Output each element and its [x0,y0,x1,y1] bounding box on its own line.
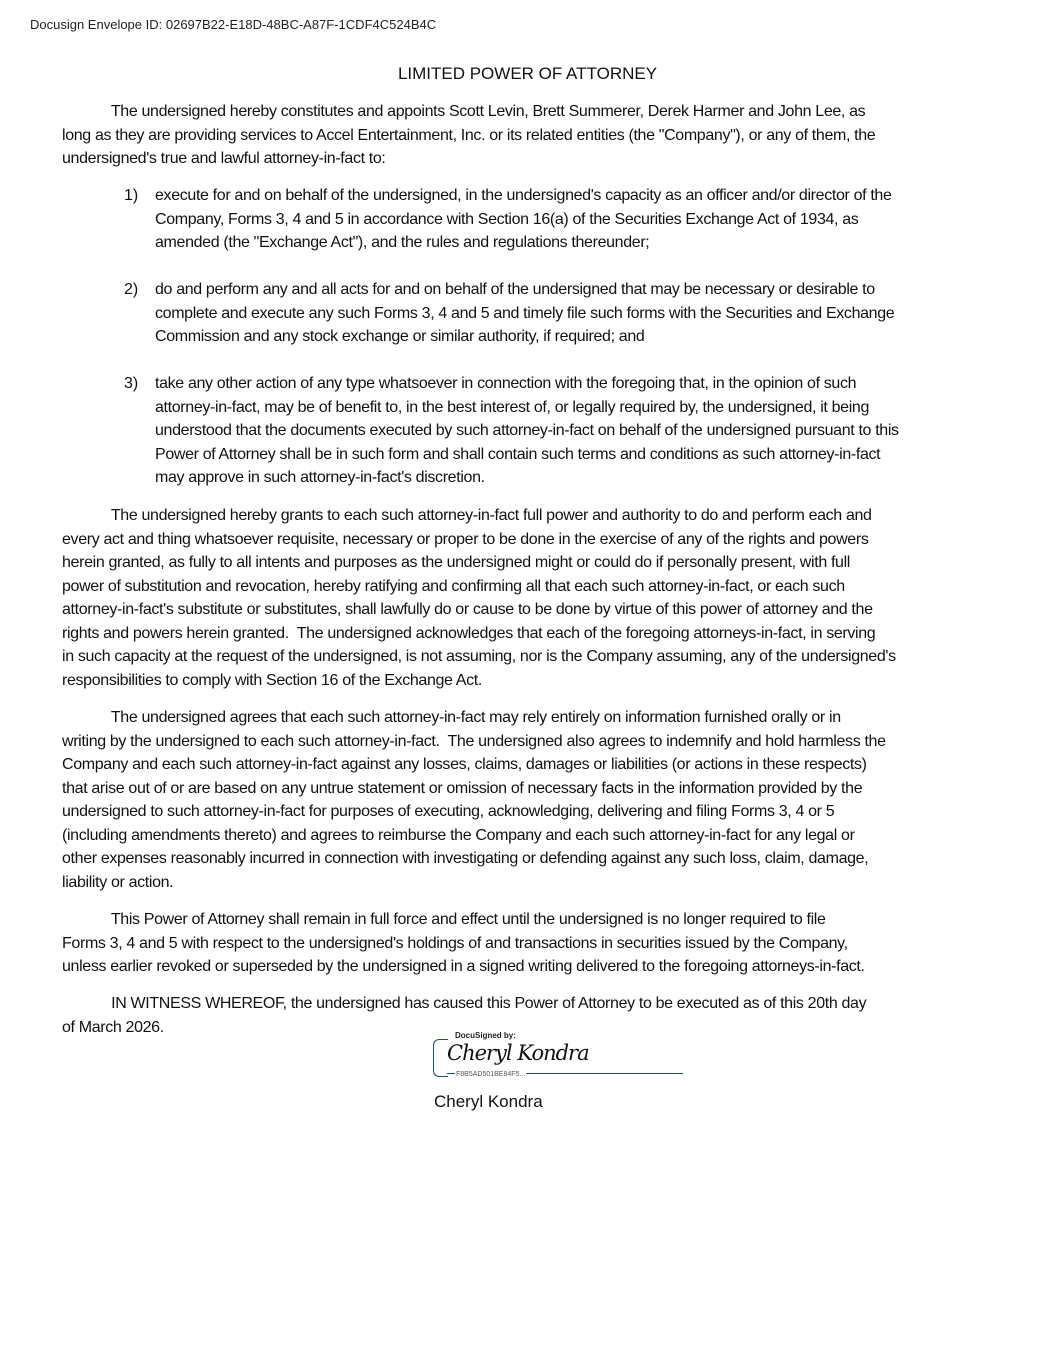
text-line: Company and each such attorney-in-fact against any losses, claims, damages or liabilities (or actions in these respects) [62,756,867,773]
text-line: Forms 3, 4 and 5 with respect to the undersigned's holdings of and transactions in securities issued by the Company, [62,934,848,952]
text-line: undersigned's true and lawful attorney-in-fact to: [62,150,386,167]
text-line: IN WITNESS WHEREOF, the undersigned has caused this Power of Attorney to be executed as of this 20th day [62,995,867,1012]
text-line: (including amendments thereto) and agrees to reimburse the Company and each such attorney-in-fact for any legal or [62,826,855,844]
text-line: Company, Forms 3, 4 and 5 in accordance with Section 16(a) of the Securities Exchange Act of 1934, as [155,210,859,228]
docusign-signature [433,1033,683,1077]
text-line: may approve in such attorney-in-fact's discretion. [155,469,485,486]
paragraph-grant [62,504,896,692]
text-line: other expenses reasonably incurred in connection with investigating or defending against any such loss, claim, damage, [62,850,869,867]
text-line: take any other action of any type whatsoever in connection with the foregoing that, in the opinion of such [155,375,857,392]
signature-header: DocuSigned by: [455,1031,516,1040]
text-line: in such capacity at the request of the undersigned, is not assuming, nor is the Company assuming, any of the undersigned's [62,648,896,665]
text-line: every act and thing whatsoever requisite, necessary or proper to be done in the exercise of any of the rights and powers [62,530,869,548]
signature-bracket [433,1039,448,1077]
document-title: LIMITED POWER OF ATTORNEY [397,64,658,83]
paragraph-term [62,908,865,979]
paragraph-appointment [62,100,875,171]
text-line: Power of Attorney shall be in such form and shall contain such terms and conditions as such attorney-in-fact [155,445,881,463]
text-line: attorney-in-fact, may be of benefit to, in the best interest of, or legally required by, the undersigned, it being [155,398,870,416]
text-line: unless earlier revoked or superseded by the undersigned in a signed writing delivered to the foregoing attorneys-in-fact. [62,958,865,975]
text-line: power of substitution and revocation, hereby ratifying and confirming all that each such attorney-in-fact, or each such [62,577,845,595]
list-item [155,278,894,349]
text-line: execute for and on behalf of the undersigned, in the undersigned's capacity as an officer and/or director of the [155,187,892,204]
text-line: The undersigned hereby grants to each such attorney-in-fact full power and authority to do and perform each and [62,507,872,524]
text-line: amended (the "Exchange Act"), and the rules and regulations thereunder; [155,234,650,251]
paragraph-indemnify [62,706,886,894]
text-line: complete and execute any such Forms 3, 4 and 5 and timely file such forms with the Securities and Exchange [155,304,895,322]
text-line: understood that the documents executed by such attorney-in-fact on behalf of the undersigned pursuant to this [155,422,899,439]
list-number: 2) [124,281,139,298]
text-line: herein granted, as fully to all intents and purposes as the undersigned might or could do if personally present, with full [62,554,851,571]
signature-id: F8B5AD501BE84F5... [456,1071,526,1078]
text-line: responsibilities to comply with Section 16 of the Exchange Act. [62,671,482,689]
text-line: do and perform any and all acts for and on behalf of the undersigned that may be necessary or desirable to [155,281,875,298]
text-line: rights and powers herein granted. The undersigned acknowledges that each of the foregoing attorneys-in-fact, in serving [62,624,876,642]
text-line: writing by the undersigned to each such attorney-in-fact. The undersigned also agrees to indemnify and hold harmless the [62,732,886,750]
envelope-id: Docusign Envelope ID: 02697B22-E18D-48BC-A87F-1CDF4C524B4C [30,17,437,32]
handwritten-signature: Cheryl Kondra [447,1041,589,1065]
text-line: attorney-in-fact's substitute or substitutes, shall lawfully do or cause to be done by virtue of this power of attorney and the [62,601,873,618]
list-number: 3) [124,375,139,392]
text-line: The undersigned hereby constitutes and appoints Scott Levin, Brett Summerer, Derek Harmer and John Lee, as [62,103,866,120]
signer-name: Cheryl Kondra [434,1092,543,1111]
text-line: of March 2026. [62,1018,164,1036]
text-line: that arise out of or are based on any untrue statement or omission of necessary facts in the information provided by the [62,779,863,797]
list-item [155,184,892,255]
text-line: The undersigned agrees that each such attorney-in-fact may rely entirely on information furnished orally or in [62,709,841,726]
text-line: Commission and any stock exchange or similar authority, if required; and [155,328,645,345]
text-line: This Power of Attorney shall remain in full force and effect until the undersigned is no longer required to file [62,911,826,928]
list-number: 1) [124,187,139,204]
text-line: undersigned to such attorney-in-fact for purposes of executing, acknowledging, delivering and filing Forms 3, 4 or 5 [62,803,835,820]
list-item [155,372,899,490]
text-line: long as they are providing services to Accel Entertainment, Inc. or its related entities (the "Company"), or any of them, the [62,126,876,144]
text-line: liability or action. [62,873,174,891]
